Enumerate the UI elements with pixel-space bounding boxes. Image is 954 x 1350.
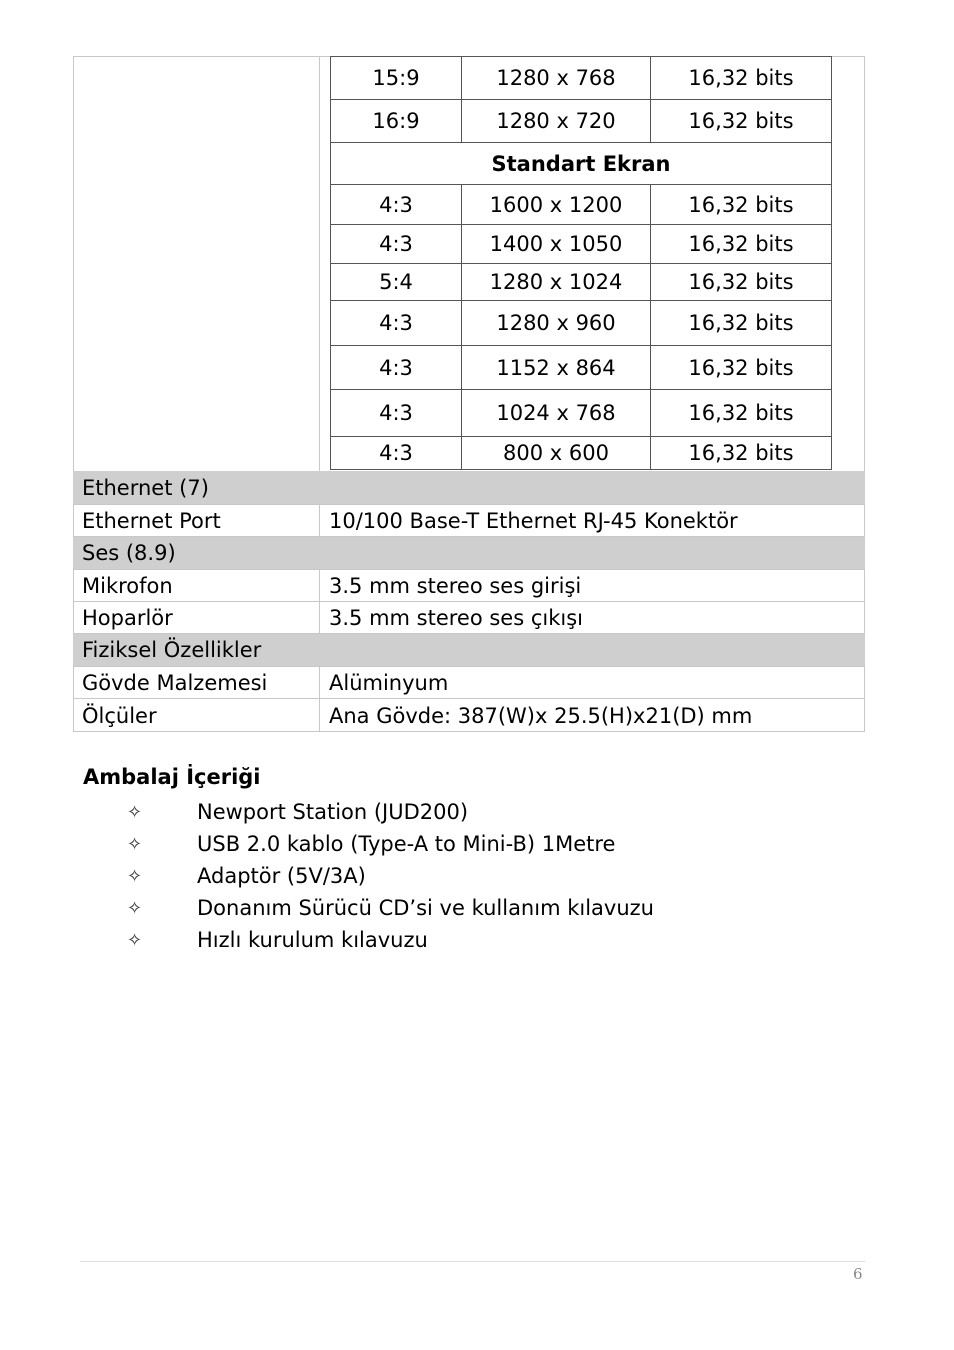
resolution-cell: 1400 x 1050: [461, 225, 650, 264]
ethernet-port-row: [73, 505, 865, 537]
ethernet-port-value: 10/100 Base-T Ethernet RJ-45 Konektör: [319, 505, 865, 536]
resolution-cell: 1600 x 1200: [461, 185, 650, 225]
resolution-cell: 800 x 600: [461, 437, 650, 470]
depth-cell: 16,32 bits: [650, 185, 832, 225]
body-material-label: Gövde Malzemesi: [82, 670, 268, 695]
resolution-cell: 1024 x 768: [461, 390, 650, 437]
resolution-cell: 1280 x 960: [461, 301, 650, 346]
depth-cell: 16,32 bits: [650, 56, 832, 100]
ratio-cell: 4:3: [330, 390, 461, 437]
ratio-cell: 15:9: [330, 56, 461, 100]
bullet-icon: ✧: [127, 865, 143, 887]
standard-screen-header: Standart Ekran: [330, 143, 832, 185]
bullet-icon: ✧: [127, 801, 143, 823]
depth-cell: 16,32 bits: [650, 346, 832, 390]
body-material-value: Alüminyum: [319, 667, 865, 698]
table-row: [330, 185, 832, 225]
depth-cell: 16,32 bits: [650, 264, 832, 301]
ethernet-port-label: Ethernet Port: [82, 508, 221, 533]
table-row: [330, 100, 832, 143]
table-row: [330, 143, 832, 185]
ratio-cell: 4:3: [330, 346, 461, 390]
depth-cell: 16,32 bits: [650, 301, 832, 346]
dimensions-row: [73, 699, 865, 732]
dimensions-label: Ölçüler: [82, 703, 157, 728]
depth-cell: 16,32 bits: [650, 437, 832, 470]
table-row: [330, 225, 832, 264]
bullet-icon: ✧: [127, 929, 143, 951]
list-item-text: Donanım Sürücü CD’si ve kullanım kılavuzu: [197, 896, 654, 920]
table-row: [330, 346, 832, 390]
list-item: [127, 828, 654, 860]
table-row: [330, 264, 832, 301]
dimensions-value: Ana Gövde: 387(W)x 25.5(H)x21(D) mm: [319, 699, 865, 732]
resolution-cell: 1280 x 720: [461, 100, 650, 143]
table-row: [330, 437, 832, 470]
spec-table-divider: [319, 56, 320, 472]
physical-section-title: Fiziksel Özellikler: [82, 638, 262, 662]
microphone-label: Mikrofon: [82, 573, 173, 598]
resolution-cell: 1280 x 768: [461, 56, 650, 100]
resolution-cell: 1152 x 864: [461, 346, 650, 390]
package-contents-list: [127, 796, 654, 956]
ethernet-section-title: Ethernet (7): [82, 475, 209, 500]
footer-divider: [80, 1261, 865, 1262]
list-item-text: Hızlı kurulum kılavuzu: [197, 928, 428, 952]
page-number: 6: [853, 1265, 863, 1283]
ratio-cell: 4:3: [330, 437, 461, 470]
depth-cell: 16,32 bits: [650, 390, 832, 437]
speaker-value: 3.5 mm stereo ses çıkışı: [319, 602, 865, 633]
body-material-row: [73, 667, 865, 699]
list-item-text: Newport Station (JUD200): [197, 800, 469, 824]
bullet-icon: ✧: [127, 897, 143, 919]
physical-section-row: [73, 634, 865, 667]
list-item: [127, 892, 654, 924]
bullet-icon: ✧: [127, 833, 143, 855]
ratio-cell: 4:3: [330, 301, 461, 346]
table-row: [330, 390, 832, 437]
audio-section-row: [73, 537, 865, 570]
package-contents-title: Ambalaj İçeriği: [83, 765, 261, 789]
ratio-cell: 4:3: [330, 185, 461, 225]
table-row: [330, 56, 832, 100]
audio-section-title: Ses (8.9): [82, 541, 176, 565]
list-item: [127, 796, 654, 828]
list-item: [127, 860, 654, 892]
speaker-label: Hoparlör: [82, 605, 173, 630]
microphone-value: 3.5 mm stereo ses girişi: [319, 570, 865, 601]
list-item-text: USB 2.0 kablo (Type-A to Mini-B) 1Metre: [197, 832, 616, 856]
resolution-cell: 1280 x 1024: [461, 264, 650, 301]
resolution-table: [330, 56, 832, 470]
ethernet-section-row: [73, 471, 865, 505]
ratio-cell: 5:4: [330, 264, 461, 301]
depth-cell: 16,32 bits: [650, 100, 832, 143]
ratio-cell: 16:9: [330, 100, 461, 143]
speaker-row: [73, 602, 865, 634]
depth-cell: 16,32 bits: [650, 225, 832, 264]
list-item: [127, 924, 654, 956]
table-row: [330, 301, 832, 346]
microphone-row: [73, 570, 865, 602]
list-item-text: Adaptör (5V/3A): [197, 864, 366, 888]
ratio-cell: 4:3: [330, 225, 461, 264]
